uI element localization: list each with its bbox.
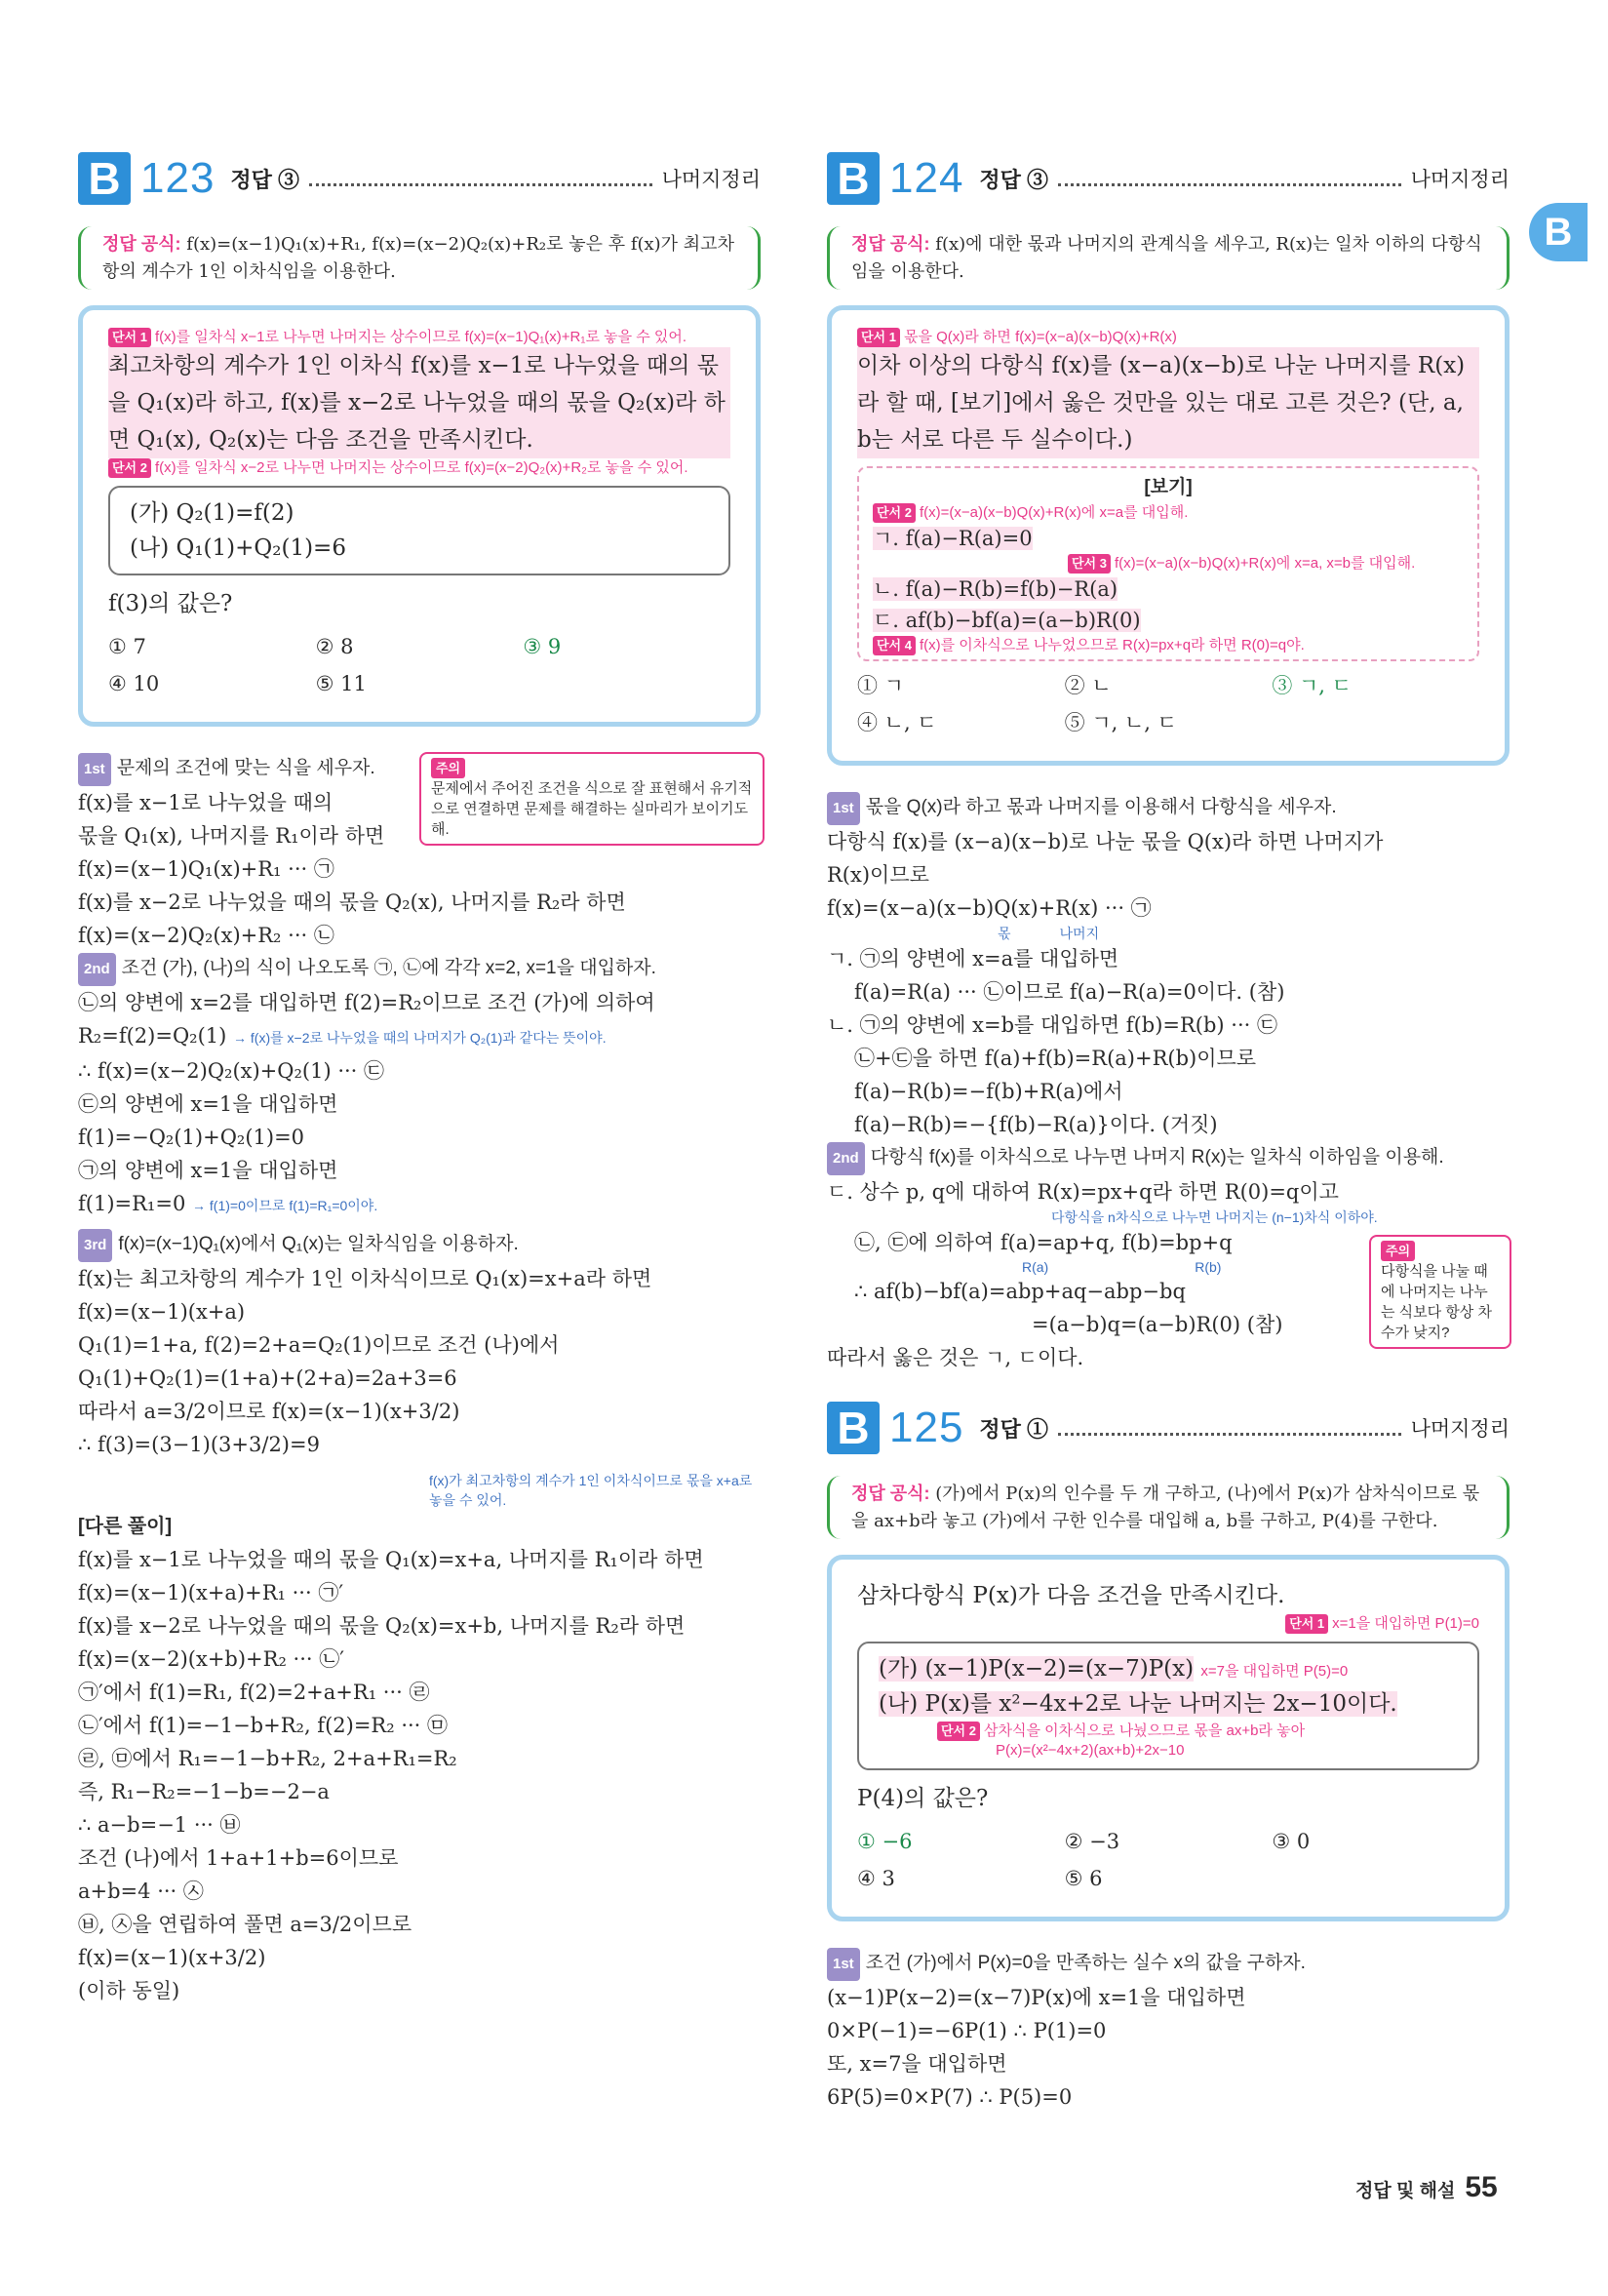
condition-a [879,1651,1458,1686]
line: ∴ f(3)=(3−1)(3+3/2)=9 [78,1433,320,1456]
formula-text: f(x)에 대한 몫과 나머지의 관계식을 세우고, R(x)는 일차 이하의 다항식임을 이용한다. [851,234,1482,282]
step-tag: 1st [827,1948,860,1981]
line: ㉡′에서 f(1)=−1−b+R₂, f(2)=R₂ ··· ㉤ [78,1714,449,1737]
condition-b [879,1686,1458,1722]
line: (이하 동일) [78,1979,180,2002]
choices [108,628,730,702]
level-badge: B [827,152,880,205]
choice-5: ⑤ 11 [315,672,367,695]
clue-text: f(x)=(x−a)(x−b)Q(x)+R(x)에 x=a를 대입해. [919,504,1189,521]
page-number: 55 [1465,2171,1498,2203]
line: f(1)=−Q₂(1)+Q₂(1)=0 [78,1126,305,1149]
line: ∴ a−b=−1 ··· ㉥ [78,1813,241,1837]
choice-4: ④ ㄴ, ㄷ [857,711,937,734]
clue-text: 삼차식을 이차식으로 나눴으므로 몫을 ax+b라 놓아 [983,1722,1306,1739]
under-labels [998,925,1510,942]
bogi-title: [보기] [1144,477,1193,497]
choice-3: ③ 9 [523,635,562,658]
page-footer [1355,2171,1498,2204]
warning-text: 문제에서 주어진 조건을 식으로 잘 표현해서 유기적으로 연결하면 문제를 해결하는 실마리가 보이기도 해. [431,780,753,838]
problem-stem: 최고차항의 계수가 1인 이차식 f(x)를 x−1로 나누었을 때의 몫을 Q₁(x)라 하고, f(x)를 x−2로 나누었을 때의 몫을 Q₂(x)라 하면 Q₁(x), Q₂(x)는 다음 조건을 만족시킨다. [108,347,730,458]
label-rb: R(b) [1195,1259,1222,1275]
answer-formula [827,1476,1510,1539]
line-text: R₂=f(2)=Q₂(1) [78,1024,227,1048]
line: f(x)=(x−1)(x+a) [78,1300,246,1324]
choices [857,667,1479,741]
problem-124 [827,146,1510,2114]
clue-tag: 단서 2 [108,458,151,478]
clue-text: x=7을 대입하면 P(5)=0 [1200,1663,1349,1680]
line: f(x)=(x−2)(x+b)+R₂ ··· ㉡′ [78,1647,345,1671]
conditions-box [857,1642,1479,1770]
line [78,1187,761,1222]
line: 조건 (나)에서 1+a+1+b=6이므로 [78,1846,399,1870]
step-tag: 1st [78,753,111,786]
clue-1 [857,328,1479,347]
line-text: f(1)=R₁=0 [78,1192,186,1215]
line: ∴ af(b)−bf(a)=abp+aq−abp−bq [854,1280,1186,1303]
clue-tag: 단서 1 [108,328,151,347]
clue-2 [873,503,1464,523]
problem-125-header [827,1396,1510,1460]
side-note: 다항식을 n차식으로 나누면 나머지는 (n−1)차식 이하야. [1051,1209,1378,1225]
line: ㉡의 양변에 x=2를 대입하면 f(2)=R₂이므로 조건 (가)에 의하여 [78,991,655,1014]
choice-2: ② ㄴ [1064,674,1112,697]
line [78,1019,761,1054]
clue-text: f(x)를 일차식 x−1로 나누면 나머지는 상수이므로 f(x)=(x−1)Q₁(x)+R₁로 놓을 수 있어. [154,329,687,345]
problem-124-header [827,146,1510,211]
leader-dots [1058,1433,1401,1436]
warning-box [1369,1235,1511,1349]
topic-label: 나머지정리 [1410,1418,1510,1441]
step-2 [827,1141,1510,1175]
choice-3: ③ ㄱ, ㄷ [1272,674,1352,697]
condition-a: (가) Q₂(1)=f(2) [130,500,294,526]
topic-label: 나머지정리 [661,169,761,191]
formula-label: 정답 공식: [102,234,181,254]
choice-2: ② 8 [315,635,354,658]
formula-text: f(x)=(x−1)Q₁(x)+R₁, f(x)=(x−2)Q₂(x)+R₂로 놓은 후 f(x)가 최고차항의 계수가 1인 이차식임을 이용한다. [102,234,734,282]
step-text: 조건 (가)에서 P(x)=0을 만족하는 실수 x의 값을 구하자. [865,1953,1306,1973]
solution-124 [827,791,1510,1374]
item-text: ㄱ. f(a)−R(a)=0 [873,527,1033,550]
line: R(x)이므로 [827,863,929,887]
choice-5: ⑤ ㄱ, ㄴ, ㄷ [1064,711,1177,734]
clue-tag: 단서 2 [937,1722,980,1741]
line: ㉢의 양변에 x=1을 대입하면 [78,1092,338,1116]
bogi-item-3 [873,605,1464,636]
conditions-box [108,486,730,575]
line: ㉠의 양변에 x=1을 대입하면 [78,1159,338,1182]
bogi-item-2 [873,574,1464,605]
step-text: 다항식 f(x)를 이차식으로 나누면 나머지 R(x)는 일차식 이하임을 이용해. [870,1147,1444,1168]
line: f(x)를 x−2로 나누었을 때의 몫을 Q₂(x), 나머지를 R₂라 하면 [78,891,626,914]
problem-number: 125 [889,1404,964,1451]
problem-stem: 이차 이상의 다항식 f(x)를 (x−a)(x−b)로 나눈 나머지를 R(x)라 할 때, [보기]에서 옳은 것만을 있는 대로 고른 것은? (단, a, b는 서로 다른 두 실수이다.) [857,347,1479,458]
choice-5: ⑤ 6 [1064,1867,1103,1890]
step-tag: 1st [827,792,860,825]
step-1 [827,791,1510,825]
clue-text: f(x)=(x−a)(x−b)Q(x)+R(x)에 x=a, x=b를 대입해. [1114,555,1416,572]
step-tag: 2nd [78,953,116,986]
step-3 [78,1228,761,1262]
question: f(3)의 값은? [108,591,233,616]
footer-label: 정답 및 해설 [1355,2181,1456,2201]
problem-stem: 삼차다항식 P(x)가 다음 조건을 만족시킨다. [857,1583,1285,1608]
item-text: ㄴ. f(a)−R(b)=f(b)−R(a) [873,577,1118,601]
step-text: f(x)=(x−1)Q₁(x)에서 Q₁(x)는 일차식임을 이용하자. [118,1234,519,1254]
line: f(x)=(x−1)(x+3/2) [78,1946,266,1969]
line: ∴ f(x)=(x−2)Q₂(x)+Q₂(1) ··· ㉢ [78,1059,385,1083]
alt-note: f(x)가 최고차항의 계수가 1인 이차식이므로 몫을 x+a로 놓을 수 있어. [429,1473,753,1508]
line: f(x)=(x−1)(x+a)+R₁ ··· ㉠′ [78,1581,344,1604]
warning-text: 다항식을 나눌 때에 나머지는 나누는 식보다 항상 차수가 낮지? [1381,1263,1492,1341]
warning-tag: 주의 [431,758,465,778]
line: f(x)=(x−1)Q₁(x)+R₁ ··· ㉠ [78,857,334,881]
choice-1: ① −6 [857,1830,913,1853]
line: f(x)=(x−a)(x−b)Q(x)+R(x) ··· ㉠ [827,896,1152,920]
line: Q₁(1)+Q₂(1)=(1+a)+(2+a)=2a+3=6 [78,1366,457,1390]
topic-label: 나머지정리 [1410,169,1510,191]
bogi-item-1 [873,523,1464,554]
condition-text: (나) P(x)를 x²−4x+2로 나눈 나머지는 2x−10이다. [879,1691,1397,1717]
choice-3: ③ 0 [1272,1830,1311,1853]
answer-label: 정답 ③ [230,167,300,192]
choice-4: ④ 3 [857,1867,895,1890]
problem-number: 123 [140,154,216,202]
clue-1 [108,328,730,347]
bogi-box [857,466,1479,661]
problem-123-header [78,146,761,211]
item-text: ㄷ. af(b)−bf(a)=(a−b)R(0) [873,609,1141,632]
line: ㉣, ㉤에서 R₁=−1−b+R₂, 2+a+R₁=R₂ [78,1747,457,1770]
clue-text: x=1을 대입하면 P(1)=0 [1332,1615,1479,1632]
line: ㉠′에서 f(1)=R₁, f(2)=2+a+R₁ ··· ㉣ [78,1681,430,1704]
clue-2 [108,458,730,478]
label-ra: R(a) [1022,1259,1049,1275]
line: ㄷ. 상수 p, q에 대하여 R(x)=px+q라 하면 R(0)=q이고 [827,1180,1339,1204]
problem-box [827,305,1510,766]
line: ㉥, ㉦을 연립하여 풀면 a=3/2이므로 [78,1913,412,1936]
line: f(x)를 x−1로 나누었을 때의 [78,791,333,814]
line: Q₁(1)=1+a, f(2)=2+a=Q₂(1)이므로 조건 (나)에서 [78,1333,560,1357]
answer-formula [827,226,1510,290]
problem-125 [827,1396,1510,2114]
line: 즉, R₁−R₂=−1−b=−2−a [78,1780,330,1803]
step-text: 몫을 Q(x)라 하고 몫과 나머지를 이용해서 다항식을 세우자. [865,797,1337,817]
clue-tag: 단서 2 [873,503,916,523]
step-1 [827,1947,1510,1981]
line: a+b=4 ··· ㉦ [78,1880,204,1903]
line: 6P(5)=0×P(7) ∴ P(5)=0 [827,2085,1073,2109]
step-tag: 3rd [78,1229,112,1262]
problem-number: 124 [889,154,964,202]
line: f(x)를 x−1로 나누었을 때의 몫을 Q₁(x)=x+a, 나머지를 R₁이라 하면 [78,1548,704,1571]
problem-123 [78,146,761,2007]
leader-dots [309,183,652,186]
clue-tag: 단서 1 [1285,1614,1328,1634]
line: f(a)−R(b)=−f(b)+R(a)에서 [854,1080,1123,1103]
line: f(x)를 x−2로 나누었을 때의 몫을 Q₂(x)=x+b, 나머지를 R₂라 하면 [78,1614,686,1638]
line: ㉡+㉢을 하면 f(a)+f(b)=R(a)+R(b)이므로 [854,1047,1257,1070]
clue-2b: P(x)=(x²−4x+2)(ax+b)+2x−10 [996,1742,1185,1759]
solution-125 [827,1947,1510,2114]
warning-box [419,752,765,846]
level-badge: B [78,152,131,205]
step-2 [78,952,761,986]
problem-box [78,305,761,727]
label-rest: 나머지 [1059,926,1100,941]
line: 몫을 Q₁(x), 나머지를 R₁이라 하면 [78,824,385,848]
label-mok: 몫 [998,926,1011,941]
clue-2 [937,1722,1458,1741]
choice-2: ② −3 [1064,1830,1120,1853]
solution-123 [78,752,761,2007]
line: =(a−b)q=(a−b)R(0) (참) [1032,1313,1283,1336]
line: 또, x=7을 대입하면 [827,2052,1007,2076]
line: 따라서 옳은 것은 ㄱ, ㄷ이다. [827,1346,1084,1369]
line: ㉡, ㉢에 의하여 f(a)=ap+q, f(b)=bp+q [854,1231,1233,1254]
line: f(a)−R(b)=−{f(b)−R(a)}이다. (거짓) [854,1113,1218,1136]
formula-text: (가)에서 P(x)의 인수를 두 개 구하고, (나)에서 P(x)가 삼차식이므로 몫을 ax+b라 놓고 (가)에서 구한 인수를 대입해 a, b를 구하고, P(4)를 구한다. [851,1484,1480,1531]
step-text: 조건 (가), (나)의 식이 나오도록 ㉠, ㉡에 각각 x=2, x=1을 대입하자. [121,958,656,978]
clue-text: f(x)를 일차식 x−2로 나누면 나머지는 상수이므로 f(x)=(x−2)Q₂(x)+R₂로 놓을 수 있어. [154,459,688,476]
clue-tag: 단서 1 [857,328,900,347]
choice-1: ① ㄱ [857,674,904,697]
condition-text: (가) (x−1)P(x−2)=(x−7)P(x) [879,1656,1195,1682]
clue-1 [857,1614,1479,1634]
clue-text: 몫을 Q(x)라 하면 f(x)=(x−a)(x−b)Q(x)+R(x) [903,329,1177,345]
problem-box [827,1555,1510,1921]
line: (x−1)P(x−2)=(x−7)P(x)에 x=1을 대입하면 [827,1986,1246,2009]
level-badge: B [827,1402,880,1454]
clue-3 [1068,554,1464,574]
warning-tag: 주의 [1381,1241,1415,1261]
side-note: → f(x)를 x−2로 나누었을 때의 나머지가 Q₂(1)과 같다는 뜻이야. [233,1030,607,1046]
clue-tag: 단서 3 [1068,554,1111,574]
line: ㄴ. ㉠의 양변에 x=b를 대입하면 f(b)=R(b) ··· ㉢ [827,1013,1278,1037]
step-tag: 2nd [827,1142,865,1175]
line: ㄱ. ㉠의 양변에 x=a를 대입하면 [827,947,1119,970]
answer-label: 정답 ③ [979,167,1049,192]
choice-4: ④ 10 [108,672,160,695]
line: f(x)=(x−2)Q₂(x)+R₂ ··· ㉡ [78,924,334,947]
leader-dots [1058,183,1401,186]
clue-tag: 단서 4 [873,636,916,655]
line: 따라서 a=3/2이므로 f(x)=(x−1)(x+3/2) [78,1400,460,1423]
line: f(a)=R(a) ··· ㉡이므로 f(a)−R(a)=0이다. (참) [854,980,1285,1004]
clue-text: f(x)를 이차식으로 나누었으므로 R(x)=px+q라 하면 R(0)=q야. [919,637,1305,653]
choices [857,1823,1479,1897]
question: P(4)의 값은? [857,1786,989,1811]
answer-label: 정답 ① [979,1416,1049,1442]
step-text: 문제의 조건에 맞는 식을 세우자. [116,758,375,778]
clue-4 [873,636,1464,655]
condition-b: (나) Q₁(1)+Q₂(1)=6 [130,535,346,561]
formula-label: 정답 공식: [851,1484,930,1503]
answer-formula [78,226,761,290]
side-note: → f(1)=0이므로 f(1)=R₁=0이야. [192,1198,378,1213]
formula-label: 정답 공식: [851,234,930,254]
section-tab-b: B [1529,203,1588,261]
line: f(x)는 최고차항의 계수가 1인 이차식이므로 Q₁(x)=x+a라 하면 [78,1267,652,1290]
line: 다항식 f(x)를 (x−a)(x−b)로 나눈 몫을 Q(x)라 하면 나머지가 [827,830,1384,853]
line: 0×P(−1)=−6P(1) ∴ P(1)=0 [827,2019,1107,2042]
alt-solution-title: [다른 풀이] [78,1516,173,1537]
choice-1: ① 7 [108,635,146,658]
